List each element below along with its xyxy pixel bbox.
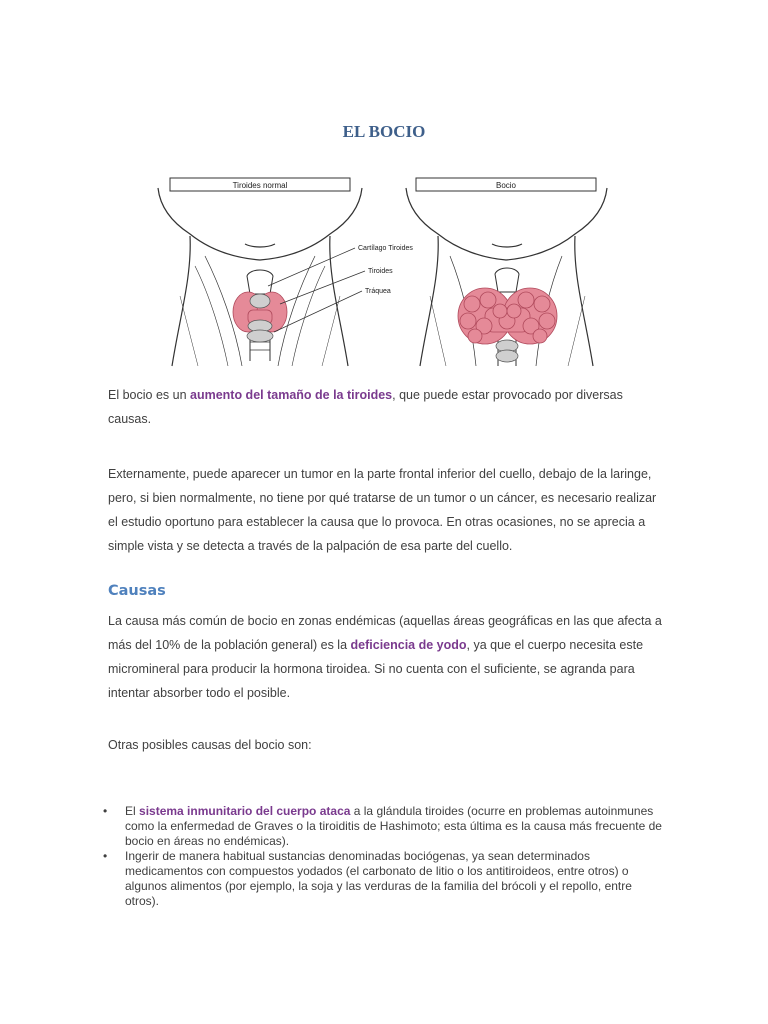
goiter-thyroid-gland <box>458 288 557 344</box>
goiter-illustration <box>150 176 620 372</box>
list-item: • Ingerir de manera habitual sustancias denominadas bociógenas, ya sean determinados medicamentos con compuestos yodados (el carbonato de litio o los antitiroideos, entre otros) o algunos alimentos (por ejemplo, la soja y las verduras de la familia del brócoli y el repollo, entre otros). <box>103 849 632 908</box>
callout-trachea: Tráquea <box>365 288 391 295</box>
label-normal-thyroid: Tiroides normal <box>232 181 288 190</box>
list-item: • El sistema inmunitario del cuerpo ataca a la glándula tiroides (ocurre en problemas autoinmunes como la enfermedad de Graves o la tiroiditis de Hashimoto; esta última es la causa más frecuente de bocio en áreas no endémicas). <box>103 804 662 848</box>
paragraph-iodine-deficiency: La causa más común de bocio en zonas endémicas (aquellas áreas geográficas en las que afecta a más del 10% de la población general) es la deficiencia de yodo, ya que el cuerpo necesita este micromineral para producir la hormona tiroidea. Si no cuenta con el suficiente, se agranda para intentar absorber todo el posible. <box>108 614 662 700</box>
callout-cartilage: Cartílago Tiroides <box>358 245 413 252</box>
causes-list <box>103 804 663 909</box>
bullet-marker: • <box>103 804 108 818</box>
thyroid-comparison-figure <box>150 176 620 372</box>
section-heading-causas: Causas <box>108 583 166 599</box>
highlight-thyroid-enlargement: aumento del tamaño de la tiroides <box>190 388 393 402</box>
goiter-neck-drawing <box>406 188 607 366</box>
goiter-trachea <box>496 340 518 362</box>
bullet-marker: • <box>103 849 108 863</box>
label-goiter: Bocio <box>495 181 517 190</box>
callout-thyroid: Tiroides <box>368 268 393 275</box>
paragraph-other-causes-intro: Otras posibles causas del bocio son: <box>108 738 312 752</box>
paragraph-definition: El bocio es un aumento del tamaño de la tiroides, que puede estar provocado por diversas causas. <box>108 388 623 426</box>
paragraph-external-signs: Externamente, puede aparecer un tumor en la parte frontal inferior del cuello, debajo de la laringe, pero, si bien normalmente, no tiene por qué tratarse de un tumor o un cáncer, es necesario realizar el estudio oportuno para establecer la causa que lo provoca. En otras ocasiones, no se aprecia a simple vista y se detecta a través de la palpación de esa parte del cuello. <box>108 467 657 553</box>
highlight-iodine-deficiency: deficiencia de yodo <box>350 638 467 652</box>
page-title: EL BOCIO <box>342 122 426 141</box>
highlight-immune-system: sistema inmunitario del cuerpo ataca <box>139 804 351 818</box>
